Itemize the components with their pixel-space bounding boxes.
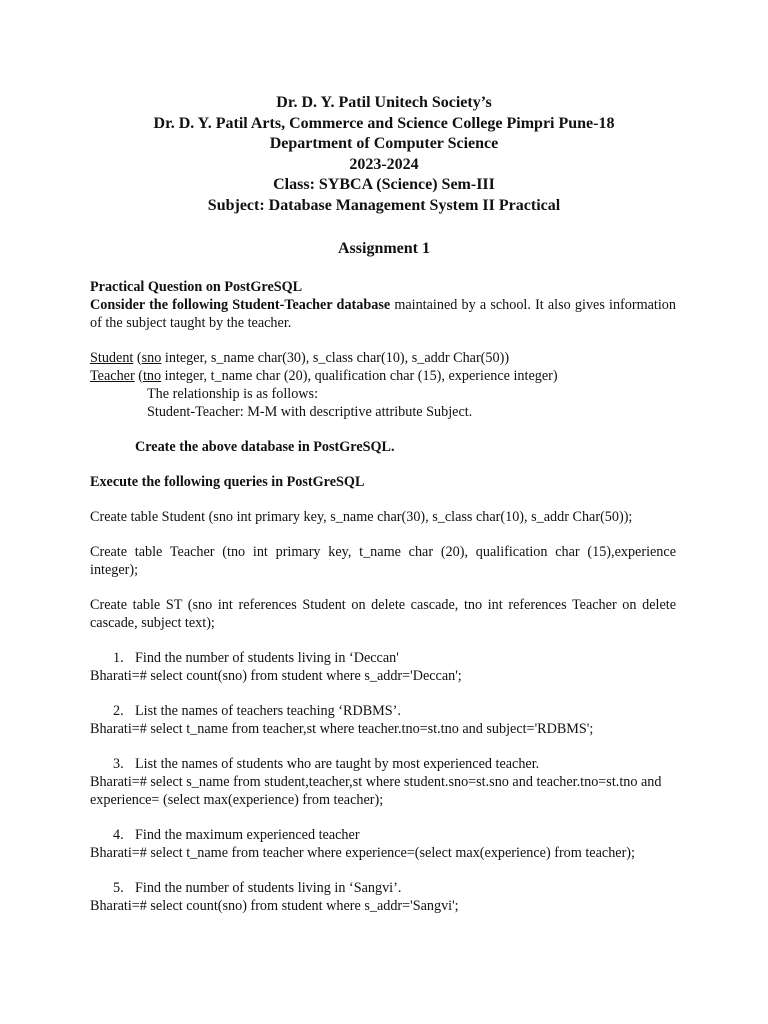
teacher-table-name: Teacher — [90, 368, 135, 384]
execute-heading: Execute the following queries in PostGreSQL — [90, 474, 365, 490]
create-db-instruction: Create the above database in PostGreSQL. — [135, 439, 395, 455]
question-text — [90, 879, 676, 897]
query-answer: Bharati=# select t_name from teacher where experience=(select max(experience) from teacher); — [90, 845, 635, 861]
question-label: Find the number of students living in ‘Sangvi’. — [135, 880, 402, 896]
student-schema — [90, 349, 676, 367]
relationship-text: Student-Teacher: M-M with descriptive attribute Subject. — [147, 404, 473, 420]
query-answer: Bharati=# select t_name from teacher,st where teacher.tno=st.tno and subject='RDBMS'; — [90, 721, 594, 737]
question-text — [90, 649, 676, 667]
student-primary-key: sno — [141, 350, 162, 366]
document-header — [0, 93, 768, 216]
question-item — [90, 826, 676, 862]
question-number: 5. — [113, 880, 124, 896]
question-item — [90, 755, 676, 809]
question-label: Find the maximum experienced teacher — [135, 827, 360, 843]
teacher-schema — [90, 367, 676, 385]
student-open-paren: ( — [133, 350, 142, 366]
academic-year: 2023-2024 — [349, 155, 419, 173]
query-answer: Bharati=# select count(sno) from student where s_addr='Deccan'; — [90, 668, 462, 684]
question-text — [90, 755, 676, 773]
intro-paragraph — [90, 296, 676, 332]
class-line: Class: SYBCA (Science) Sem-III — [273, 176, 495, 193]
teacher-attributes: integer, t_name char (20), qualification char (15), experience integer) — [161, 368, 558, 384]
student-table-name: Student — [90, 350, 134, 366]
create-st-sql: Create table ST (sno int references Student on delete cascade, tno int references Teacher on delete cascade, subject text); — [90, 597, 676, 631]
document-body — [90, 278, 676, 915]
question-number: 1. — [113, 650, 124, 666]
department-name: Department of Computer Science — [269, 135, 499, 152]
teacher-open-paren: ( — [134, 368, 143, 384]
student-attributes: integer, s_name char(30), s_class char(10), s_addr Char(50)) — [161, 350, 510, 366]
assignment-title: Assignment 1 — [337, 240, 430, 257]
create-teacher-sql: Create table Teacher (tno int primary key, t_name char (20), qualification char (15),experience integer); — [90, 544, 676, 578]
teacher-primary-key: tno — [142, 368, 162, 384]
question-label: List the names of students who are taught by most experienced teacher. — [135, 756, 540, 772]
query-answer: Bharati=# select count(sno) from student where s_addr='Sangvi'; — [90, 898, 459, 914]
intro-bold-text: Consider the following Student-Teacher database — [90, 297, 391, 313]
question-number: 2. — [113, 703, 124, 719]
question-label: Find the number of students living in ‘Deccan' — [135, 650, 399, 666]
society-name: Dr. D. Y. Patil Unitech Society’s — [276, 94, 492, 111]
practical-heading: Practical Question on PostGreSQL — [90, 279, 303, 295]
question-label: List the names of teachers teaching ‘RDBMS’. — [135, 703, 401, 719]
college-name: Dr. D. Y. Patil Arts, Commerce and Science College Pimpri Pune-18 — [153, 114, 615, 132]
question-number: 3. — [113, 756, 124, 772]
subject-line: Subject: Database Management System II Practical — [207, 196, 561, 214]
relationship-intro: The relationship is as follows: — [147, 386, 319, 402]
question-item — [90, 702, 676, 738]
question-item — [90, 879, 676, 915]
intro-text: maintained by a school. It also gives information of the subject taught by the teacher. — [90, 297, 676, 331]
query-answer: Bharati=# select s_name from student,teacher,st where student.sno=st.sno and teacher.tno=st.tno and experience= (select max(experience) from teacher); — [90, 774, 662, 808]
question-text — [90, 702, 676, 720]
question-number: 4. — [113, 827, 124, 843]
question-text — [90, 826, 676, 844]
question-item — [90, 649, 676, 685]
create-student-sql: Create table Student (sno int primary key, s_name char(30), s_class char(10), s_addr Char(50)); — [90, 509, 633, 525]
